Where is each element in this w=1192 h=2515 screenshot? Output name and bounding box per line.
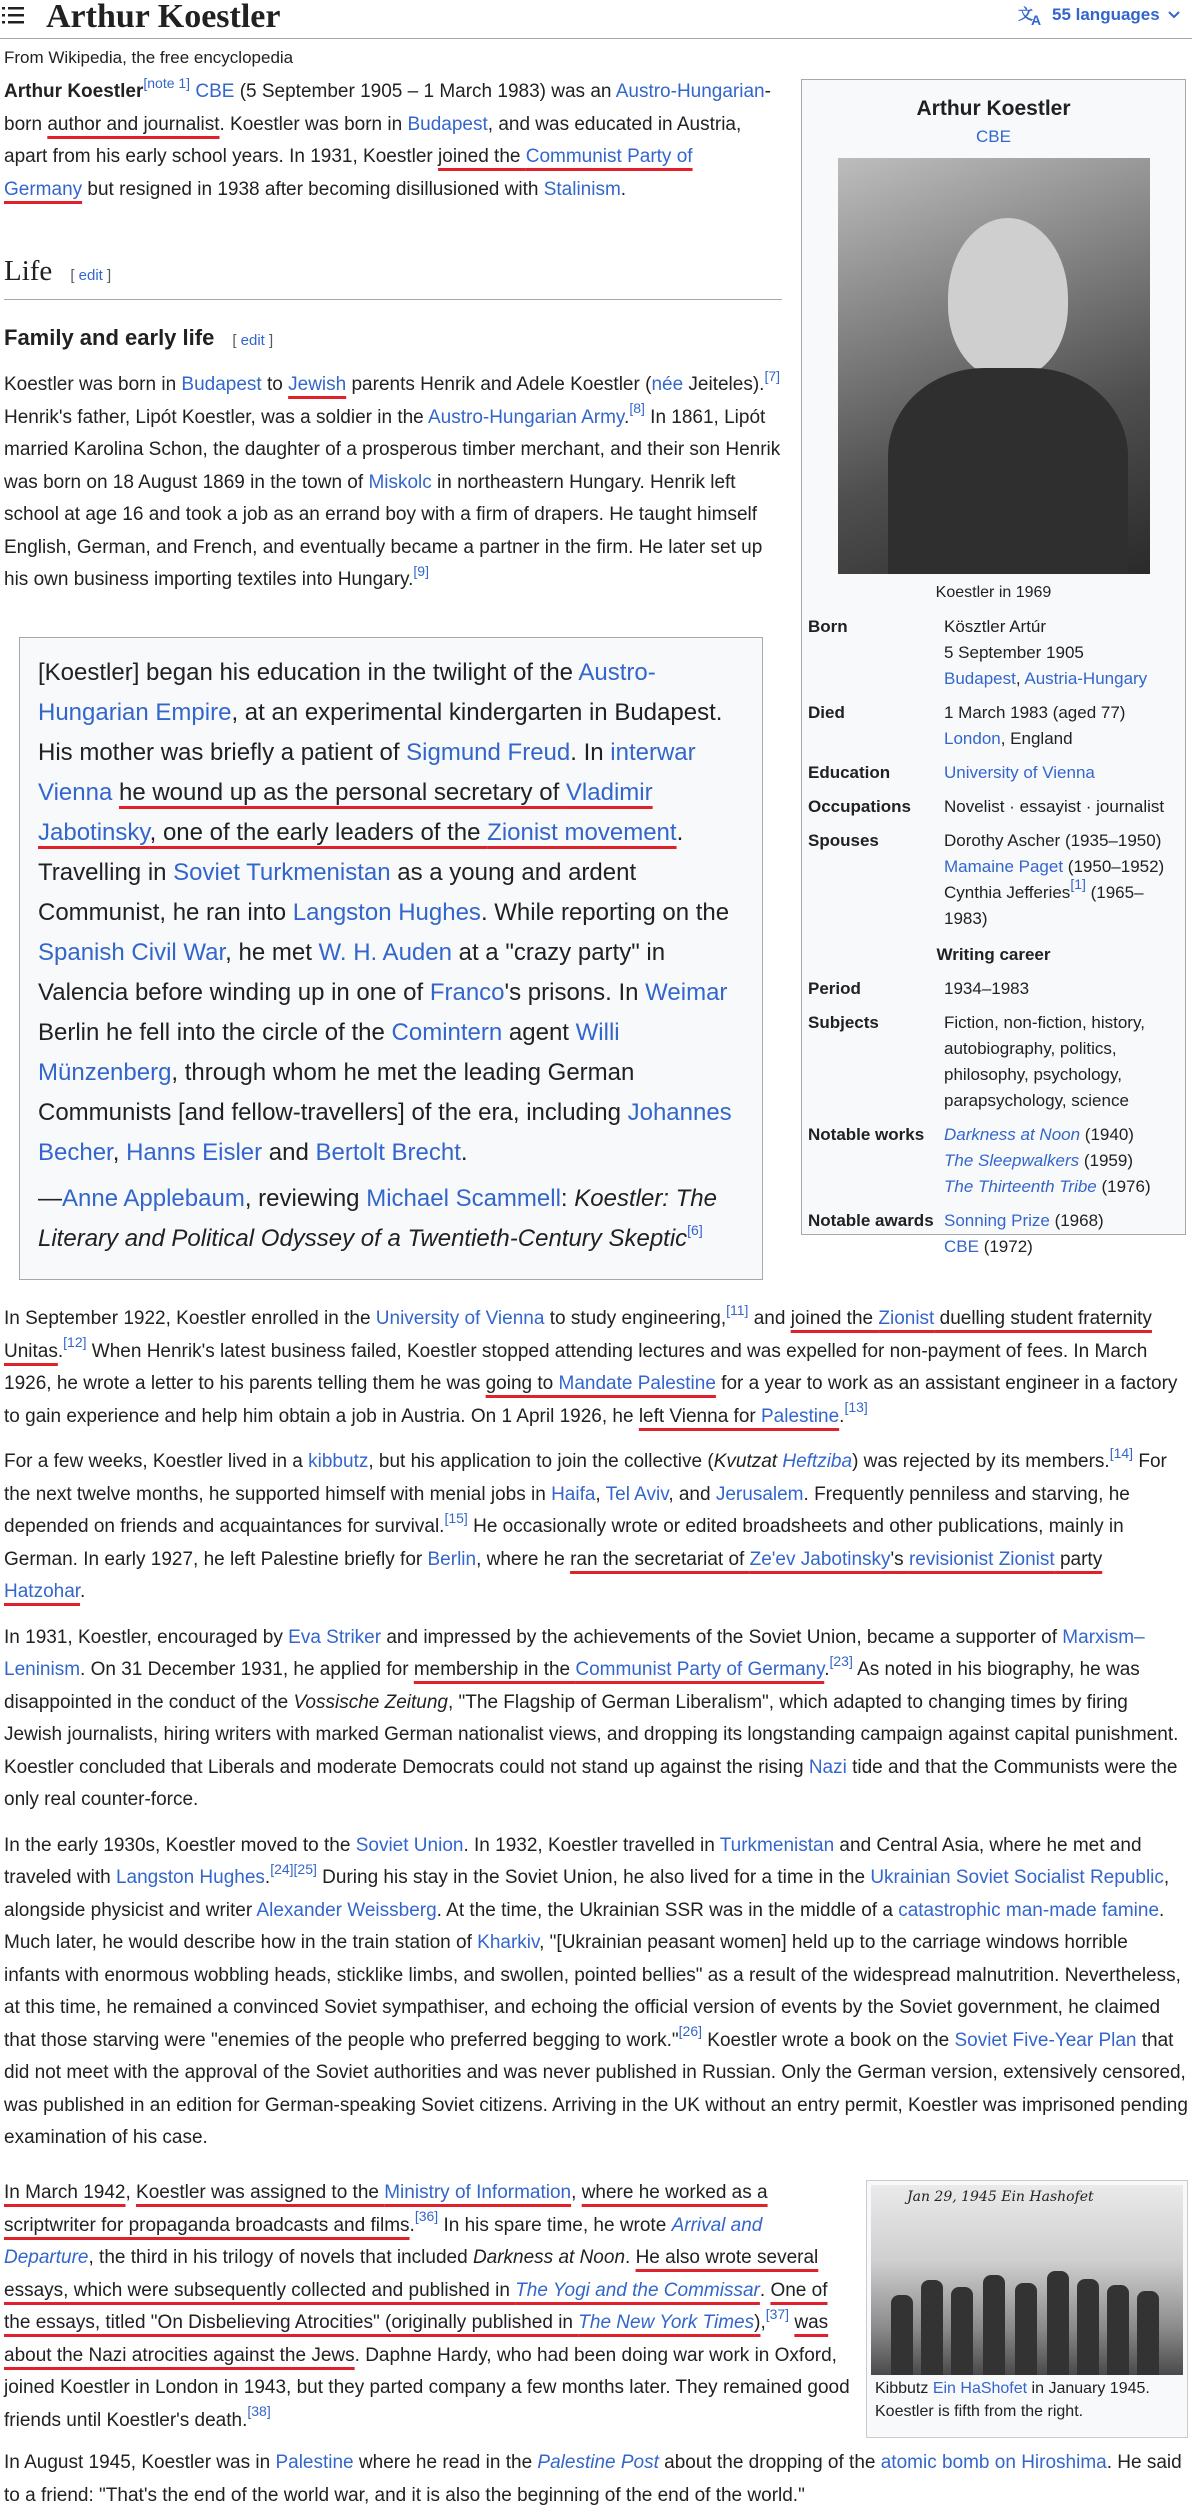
page-title: Arthur Koestler	[46, 0, 281, 35]
paragraph-vienna: In September 1922, Koestler enrolled in the University of Vienna to study engineering,[11] and joined the Zionist duelling student fraternity Unitas.[12] When Henrik's latest business failed, Koestler stopped attending lectures and was expelled for non-payment of fees. In March 1926, he wrote a letter to his parents telling them he was going to Mandate Palestine for a year to work as an assistant engineer in a factory to gain experience and help him obtain a job in Austria. On 1 April 1926, he left Vienna for Palestine.[13]	[4, 1301, 1178, 1427]
kibbutz-thumbnail	[866, 2180, 1188, 2438]
lead-paragraph: Arthur Koestler[note 1] CBE (5 September 1905 – 1 March 1983) was an Austro-Hungarian-born author and journalist. Koestler was born in Budapest, and was educated in Austria, apart from his early school years. In 1931, Koestler joined the Communist Party of Germany but resigned in 1938 after becoming disillusioned with Stalinism.	[4, 74, 771, 200]
edit-link[interactable]: edit	[240, 332, 265, 349]
infobox-row-works: Notable works Darkness at Noon (1940) The Sleepwalkers (1959) The Thirteenth Tribe (1976)	[808, 1125, 1151, 1196]
infobox-row-died: Died 1 March 1983 (aged 77) London, England	[808, 703, 1126, 748]
paragraph-kibbutz: For a few weeks, Koestler lived in a kibbutz, but his application to join the collective (Kvutzat Heftziba) was rejected by its members.[14] For the next twelve months, he supported himself with menial jobs in Haifa, Tel Aviv, and Jerusalem. Frequently penniless and starving, he depended on friends and acquaintances for survival.[15] He occasionally wrote or edited broadsheets and other publications, mainly in German. In early 1927, he left Palestine briefly for Berlin, where he ran the secretariat of Ze'ev Jabotinsky's revisionist Zionist party Hatzohar.	[4, 1444, 1167, 1602]
page-header	[0, 0, 1192, 36]
paragraph-1942: In March 1942, Koestler was assigned to the Ministry of Information, where he worked as a scriptwriter for propaganda broadcasts and films.[36] In his spare time, he wrote Arrival and Departure, the third in his trilogy of novels that included Darkness at Noon. He also wrote several essays, which were subsequently collected and published in The Yogi and the Commissar. One of the essays, titled "On Disbelieving Atrocities" (originally published in The New York Times),[37] was about the Nazi atrocities against the Jews. Daphne Hardy, who had been doing war work in Oxford, joined Koestler in London in 1943, but they parted company a few months later. They remained good friends until Koestler's death.[38]	[4, 2182, 850, 2431]
title-divider	[0, 38, 1192, 39]
translate-icon	[1018, 4, 1044, 26]
infobox-row-awards: Notable awards Sonning Prize (1968) CBE (1972)	[808, 1211, 1104, 1256]
kibbutz-photo[interactable]	[871, 2185, 1183, 2375]
thumbnail-caption: Kibbutz Ein HaShofet in January 1945. Koestler is fifth from the right.	[875, 2380, 1150, 2420]
quote-text: [Koestler] began his education in the twilight of the Austro-Hungarian Empire, at an experimental kindergarten in Budapest. His mother was briefly a patient of Sigmund Freud. In interwar Vienna he wound up as the personal secretary of Vladimir Jabotinsky, one of the early leaders of the Zionist movement. Travelling in Soviet Turkmenistan as a young and ardent Communist, he ran into Langston Hughes. While reporting on the Spanish Civil War, he met W. H. Auden at a "crazy party" in Valencia before winding up in one of Franco's prisons. In Weimar Berlin he fell into the circle of the Comintern agent Willi Münzenberg, through whom he met the leading German Communists [and fellow-travellers] of the era, including Johannes Becher, Hanns Eisler and Bertolt Brecht.	[38, 659, 732, 1166]
language-count: 55 languages	[1052, 5, 1160, 24]
infobox-row-occupations: Occupations Novelist · essayist · journalist	[808, 797, 1165, 816]
paragraph-1931: In 1931, Koestler, encouraged by Eva Striker and impressed by the achievements of the Soviet Union, became a supporter of Marxism–Leninism. On 31 December 1931, he applied for membership in the Communist Party of Germany.[23] As noted in his biography, he was disappointed in the conduct of the Vossische Zeitung, "The Flagship of German Liberalism", which adapted to changing times by firing Jewish journalists, hiring writers with marked German nationalist views, and dropping its longstanding campaign against capital punishment. Koestler concluded that Liberals and moderate Democrats could not stand up against the rising Nazi tide and that the Communists were the only real counter-force.	[4, 1626, 1179, 1810]
quote-attribution: —Anne Applebaum, reviewing Michael Scammell: Koestler: The Literary and Political Odyssey of a Twentieth-Century Skeptic[6]	[38, 1185, 717, 1252]
block-quote	[19, 637, 763, 1280]
paragraph-1930s: In the early 1930s, Koestler moved to the Soviet Union. In 1932, Koestler travelled in Turkmenistan and Central Asia, where he met and traveled with Langston Hughes.[24][25] During his stay in the Soviet Union, he also lived for a time in the Ukrainian Soviet Socialist Republic, alongside physicist and writer Alexander Weissberg. At the time, the Ukrainian SSR was in the middle of a catastrophic man-made famine. Much later, he would describe how in the train station of Kharkiv, "[Ukrainian peasant women] held up to the carriage windows horrible infants with enormous wobbling heads, sticklike limbs, and swollen, pointed bellies" as a result of the widespread malnutrition. Nevertheless, at this time, he remained a convinced Soviet sympathiser, and echoing the official version of events by the Soviet government, he claimed that those starving were "enemies of the people who preferred begging to work."[26] Koestler wrote a book on the Soviet Five-Year Plan that did not meet with the approval of the Soviet authorities and was never published in Russian. Only the German version, extensively censored, was published in an edition for German-speaking Soviet citizens. Arriving in the UK without an entry permit, Koestler was imprisoned pending examination of his case.	[4, 1834, 1188, 2148]
photo-inscription: Jan 29, 1945 Ein Hashofet	[907, 2189, 1094, 2205]
svg-text:A: A	[1031, 12, 1042, 26]
infobox-name: Arthur Koestler	[916, 97, 1071, 120]
portrait-photo[interactable]	[838, 158, 1150, 574]
section-heading-family: Family and early life [ edit ]	[4, 325, 274, 350]
edit-link[interactable]: edit	[78, 267, 103, 284]
body-text	[4, 1303, 1188, 2168]
family-paragraph: Koestler was born in Budapest to Jewish parents Henrik and Adele Koestler (née Jeiteles).[7] Henrik's father, Lipót Koestler, was a soldier in the Austro-Hungarian Army.[8] In 1861, Lipót married Karolina Schon, the daughter of a prosperous timber merchant, and their son Henrik was born on 18 August 1869 in the town of Miskolc in northeastern Hungary. Henrik left school at age 16 and took a job as an errand boy with a firm of drapers. He taught himself English, German, and French, and eventually became a partner in the firm. He later set up his own business importing textiles into Hungary.[9]	[4, 367, 781, 590]
infobox-row-spouses: Spouses Dorothy Ascher (1935–1950) Mamaine Paget (1950–1952) Cynthia Jefferies[1] (1965–1983)	[808, 831, 1165, 928]
section-heading-life: Life [ edit ]	[4, 255, 112, 287]
section-divider	[4, 299, 782, 300]
infobox-row-education: Education University of Vienna	[808, 763, 1095, 782]
chevron-down-icon	[1168, 11, 1180, 19]
language-button[interactable]	[1018, 4, 1180, 26]
paragraph-1945: In August 1945, Koestler was in Palestine where he read in the Palestine Post about the dropping of the atomic bomb on Hiroshima. He said to a friend: "That's the end of the world war, and it is also the beginning of the end of the world."	[4, 2452, 1182, 2506]
svg-text:文: 文	[1018, 6, 1034, 23]
infobox-row-period: Period 1934–1983	[808, 979, 1030, 998]
infobox-row-born: Born Kösztler Artúr 5 September 1905 Budapest, Austria-Hungary	[808, 617, 1148, 688]
infobox-subheader: Writing career	[936, 945, 1051, 964]
menu-icon[interactable]	[2, 4, 24, 26]
infobox	[801, 79, 1186, 1256]
tagline: From Wikipedia, the free encyclopedia	[4, 48, 294, 67]
infobox-honorific[interactable]: CBE	[976, 127, 1011, 146]
infobox-row-subjects: Subjects Fiction, non-fiction, history, autobiography, politics, philosophy, psychology, parapsychology, science	[808, 1013, 1145, 1110]
photo-caption: Koestler in 1969	[935, 584, 1052, 601]
